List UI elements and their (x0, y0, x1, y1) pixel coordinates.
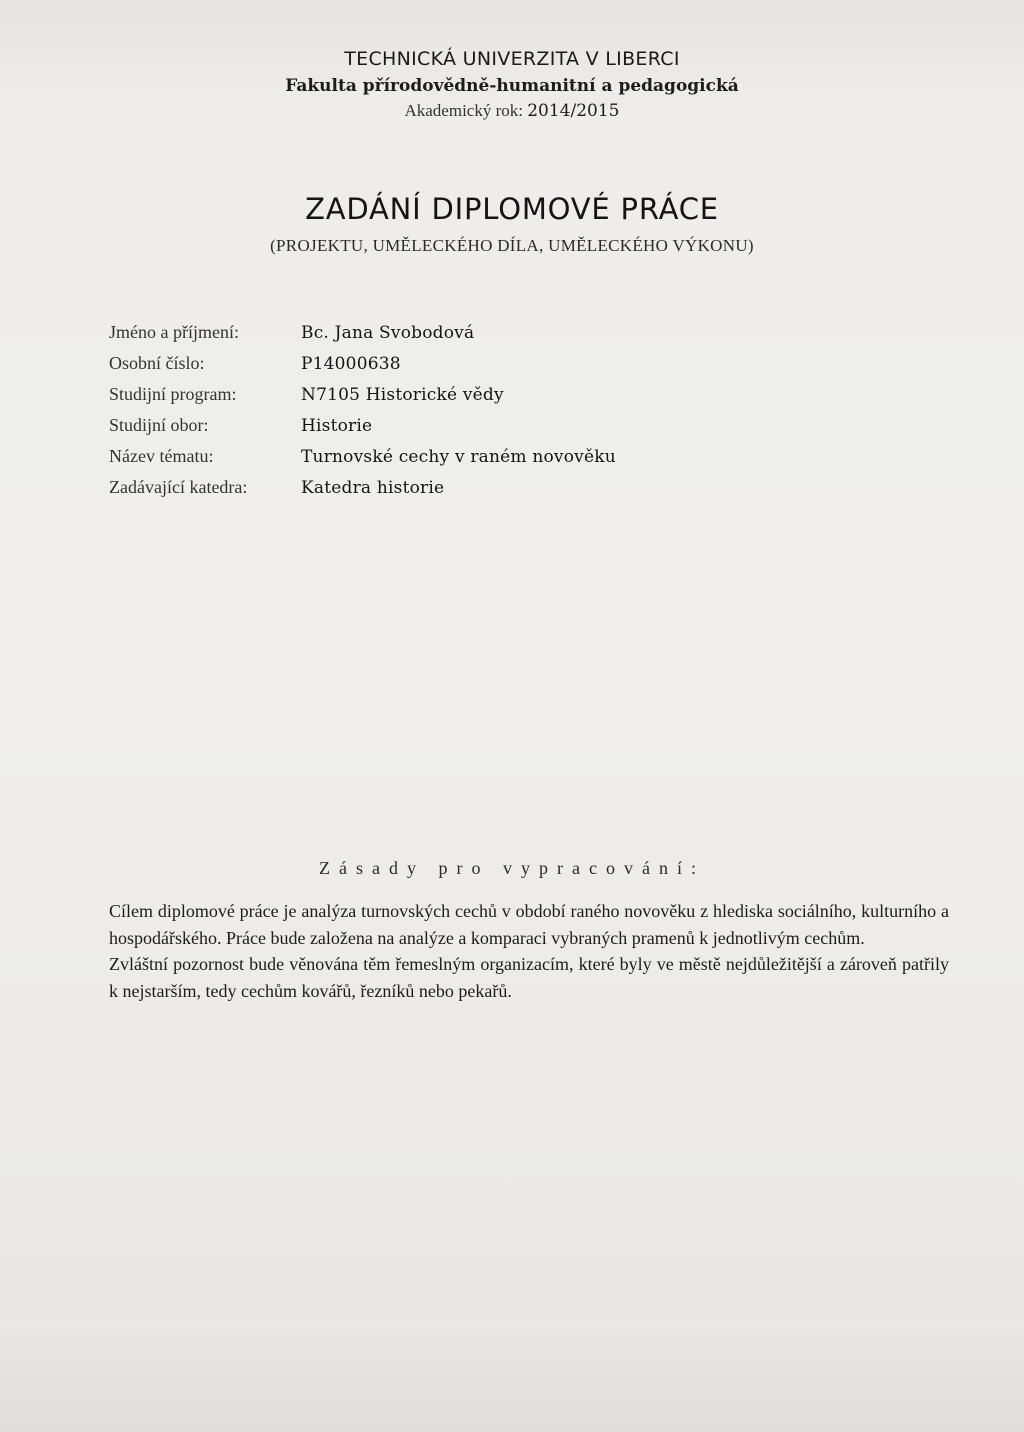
field-value: P14000638 (301, 353, 401, 374)
field-label: Jméno a příjmení: (109, 322, 239, 342)
document-subtitle: (PROJEKTU, UMĚLECKÉHO DÍLA, UMĚLECKÉHO VÝKONU) (270, 236, 754, 255)
academic-year-value: 2014/2015 (527, 101, 620, 121)
field-row-study-program (109, 379, 929, 410)
field-row-department (109, 472, 929, 503)
field-value: Katedra historie (301, 477, 445, 498)
field-label: Studijní obor: (109, 415, 209, 435)
field-value: Bc. Jana Svobodová (301, 322, 475, 343)
paragraph: Cílem diplomové práce je analýza turnovských cechů v období raného novověku z hlediska sociálního, kulturního a hospodářského. Práce bude založena na analýze a komparaci vybraných pramenů k jednotlivým cechům. (109, 901, 949, 948)
info-fields (109, 317, 929, 503)
field-row-name (109, 317, 929, 348)
university-name: TECHNICKÁ UNIVERZITA V LIBERCI (344, 48, 680, 70)
field-row-topic (109, 441, 929, 472)
section-heading: Zásady pro vypracování: (319, 858, 705, 878)
field-row-personal-number (109, 348, 929, 379)
field-label: Osobní číslo: (109, 353, 205, 373)
document-title: ZADÁNÍ DIPLOMOVÉ PRÁCE (305, 192, 719, 226)
field-label: Zadávající katedra: (109, 477, 248, 497)
field-value: Turnovské cechy v raném novověku (301, 446, 616, 467)
faculty-name: Fakulta přírodovědně-humanitní a pedagogická (285, 76, 739, 96)
field-label: Studijní program: (109, 384, 237, 404)
field-label: Název tématu: (109, 446, 214, 466)
academic-year (0, 98, 1024, 124)
paragraph: Zvláštní pozornost bude věnována těm řemeslným organizacím, které byly ve městě nejdůležitější a zároveň patřily k nejstarším, tedy cechům kovářů, řezníků nebo pekařů. (109, 954, 949, 1001)
guidelines-text (109, 898, 949, 1004)
header (0, 44, 1024, 124)
field-row-study-field (109, 410, 929, 441)
field-value: Historie (301, 415, 373, 436)
field-value: N7105 Historické vědy (301, 384, 504, 405)
academic-year-label: Akademický rok: (404, 101, 523, 120)
